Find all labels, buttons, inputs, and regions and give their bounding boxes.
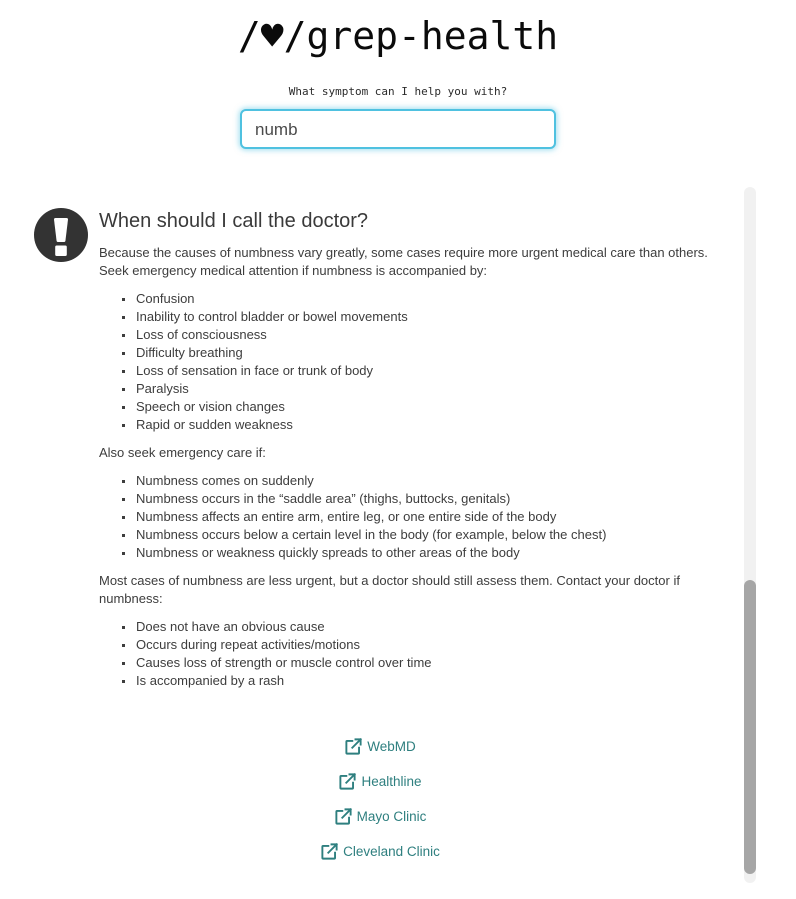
contact-doctor-list (99, 618, 727, 690)
external-link[interactable] (33, 842, 727, 861)
app-header (0, 12, 796, 149)
list-item: Numbness occurs below a certain level in the body (for example, below the chest) (136, 526, 727, 544)
result-body (99, 207, 727, 690)
result-heading: When should I call the doctor? (99, 210, 369, 232)
list-item: Loss of sensation in face or trunk of body (136, 362, 727, 380)
results-panel (0, 174, 796, 861)
list-item: Occurs during repeat activities/motions (136, 636, 727, 654)
list-item: Causes loss of strength or muscle control over time (136, 654, 727, 672)
also-seek-text: Also seek emergency care if: (99, 445, 266, 460)
app-title: /♥/grep-health (237, 14, 559, 58)
intro-text: Because the causes of numbness vary greatly, some cases require more urgent medical care than others. Seek emergency medical attention if numbness is accompanied by: (99, 245, 708, 278)
list-item: Rapid or sudden weakness (136, 416, 727, 434)
symptom-search-input[interactable] (240, 109, 556, 149)
list-item: Speech or vision changes (136, 398, 727, 416)
emergency-situations-list (99, 472, 727, 562)
list-item: Numbness comes on suddenly (136, 472, 727, 490)
list-item: Numbness or weakness quickly spreads to other areas of the body (136, 544, 727, 562)
link-label: WebMD (367, 739, 416, 754)
list-item: Paralysis (136, 380, 727, 398)
external-link-icon (320, 842, 339, 861)
list-item: Is accompanied by a rash (136, 672, 727, 690)
list-item: Confusion (136, 290, 727, 308)
list-item: Numbness occurs in the “saddle area” (thighs, buttocks, genitals) (136, 490, 727, 508)
source-links (33, 737, 727, 861)
list-item: Numbness affects an entire arm, entire leg, or one entire side of the body (136, 508, 727, 526)
result-card (0, 174, 796, 690)
emergency-symptoms-list (99, 290, 727, 434)
list-item: Inability to control bladder or bowel movements (136, 308, 727, 326)
search-prompt: What symptom can I help you with? (288, 85, 508, 98)
external-link-icon (344, 737, 363, 756)
link-label: Healthline (361, 774, 422, 789)
link-label: Cleveland Clinic (343, 844, 440, 859)
external-link-icon (334, 807, 353, 826)
external-link[interactable] (33, 737, 727, 756)
exclamation-circle-icon (33, 207, 89, 263)
less-urgent-text: Most cases of numbness are less urgent, but a doctor should still assess them. Contact your doctor if numbness: (99, 573, 680, 606)
list-item: Difficulty breathing (136, 344, 727, 362)
external-link-icon (338, 772, 357, 791)
scrollbar-thumb[interactable] (744, 580, 756, 874)
list-item: Loss of consciousness (136, 326, 727, 344)
external-link[interactable] (33, 807, 727, 826)
list-item: Does not have an obvious cause (136, 618, 727, 636)
link-label: Mayo Clinic (356, 809, 427, 824)
external-link[interactable] (33, 772, 727, 791)
